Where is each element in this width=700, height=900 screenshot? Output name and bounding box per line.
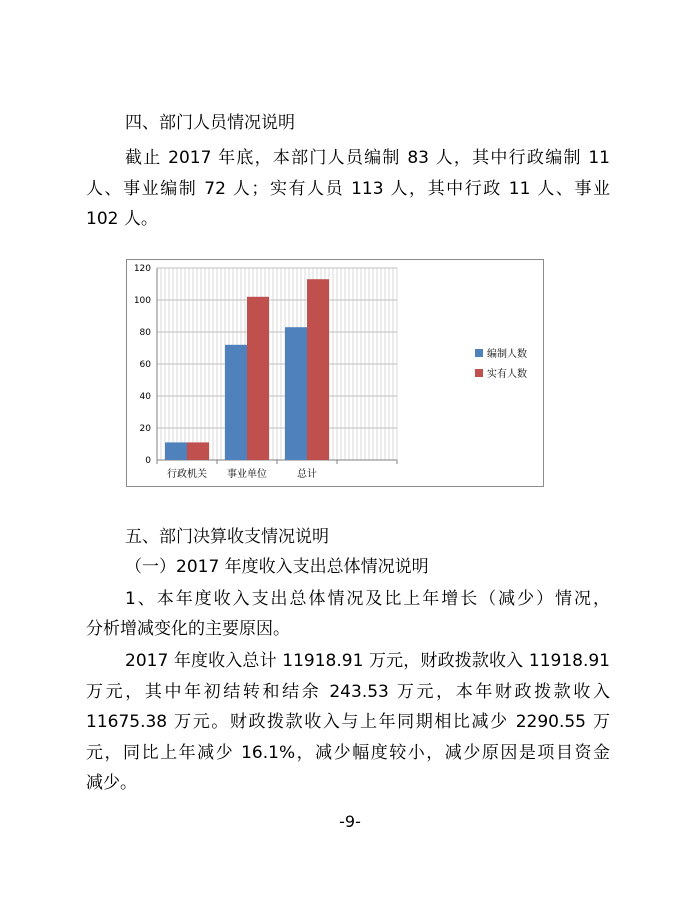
category-label: 事业单位 [227, 469, 267, 480]
category-label: 总计 [297, 469, 317, 480]
bar-编制人数 [225, 345, 247, 460]
para-line-2: 万元，其中年初结转和结余 243.53 万元，本年财政拨款收入 [86, 682, 610, 702]
para-line-1: 2017 年度收入总计 11918.91 万元，财政拨款收入 11918.91 [125, 651, 610, 671]
legend-label: 实有人数 [487, 369, 527, 380]
item1-line-1: 1、本年度收入支出总体情况及比上年增长（减少）情况， [125, 589, 610, 609]
bar-编制人数 [165, 442, 187, 460]
category-label: 行政机关 [167, 469, 207, 480]
section4-heading: 四、部门人员情况说明 [125, 113, 295, 133]
para-line-3: 11675.38 万元。财政拨款收入与上年同期相比减少 2290.55 万 [86, 712, 610, 732]
bar-编制人数 [285, 327, 307, 460]
section4-line-3: 102 人。 [86, 209, 158, 229]
page-number: -9- [339, 812, 361, 831]
legend-swatch [475, 349, 483, 357]
staff-bar-chart [126, 259, 544, 487]
item1-line-2: 分析增减变化的主要原因。 [86, 619, 290, 639]
y-tick-label: 80 [139, 328, 151, 338]
y-tick-label: 100 [133, 296, 151, 306]
para-line-4: 元，同比上年减少 16.1%，减少幅度较小，减少原因是项目资金 [86, 743, 610, 763]
legend-label: 编制人数 [487, 349, 527, 360]
y-tick-label: 60 [139, 360, 151, 370]
section5-heading: 五、部门决算收支情况说明 [125, 527, 329, 547]
bar-实有人数 [247, 297, 269, 460]
y-tick-label: 120 [133, 264, 151, 274]
y-tick-label: 0 [145, 456, 151, 466]
chart-canvas [127, 260, 545, 488]
bar-实有人数 [187, 442, 209, 460]
section4-line-1: 截止 2017 年底，本部门人员编制 83 人，其中行政编制 11 [125, 148, 610, 168]
y-tick-label: 20 [139, 424, 151, 434]
legend-swatch [475, 369, 483, 377]
para-line-5: 减少。 [86, 773, 137, 793]
y-tick-label: 40 [139, 392, 151, 402]
section5-subheading: （一）2017 年度收入支出总体情况说明 [125, 557, 429, 577]
bar-实有人数 [307, 279, 329, 460]
section4-line-2: 人、事业编制 72 人；实有人员 113 人，其中行政 11 人、事业 [86, 179, 610, 199]
